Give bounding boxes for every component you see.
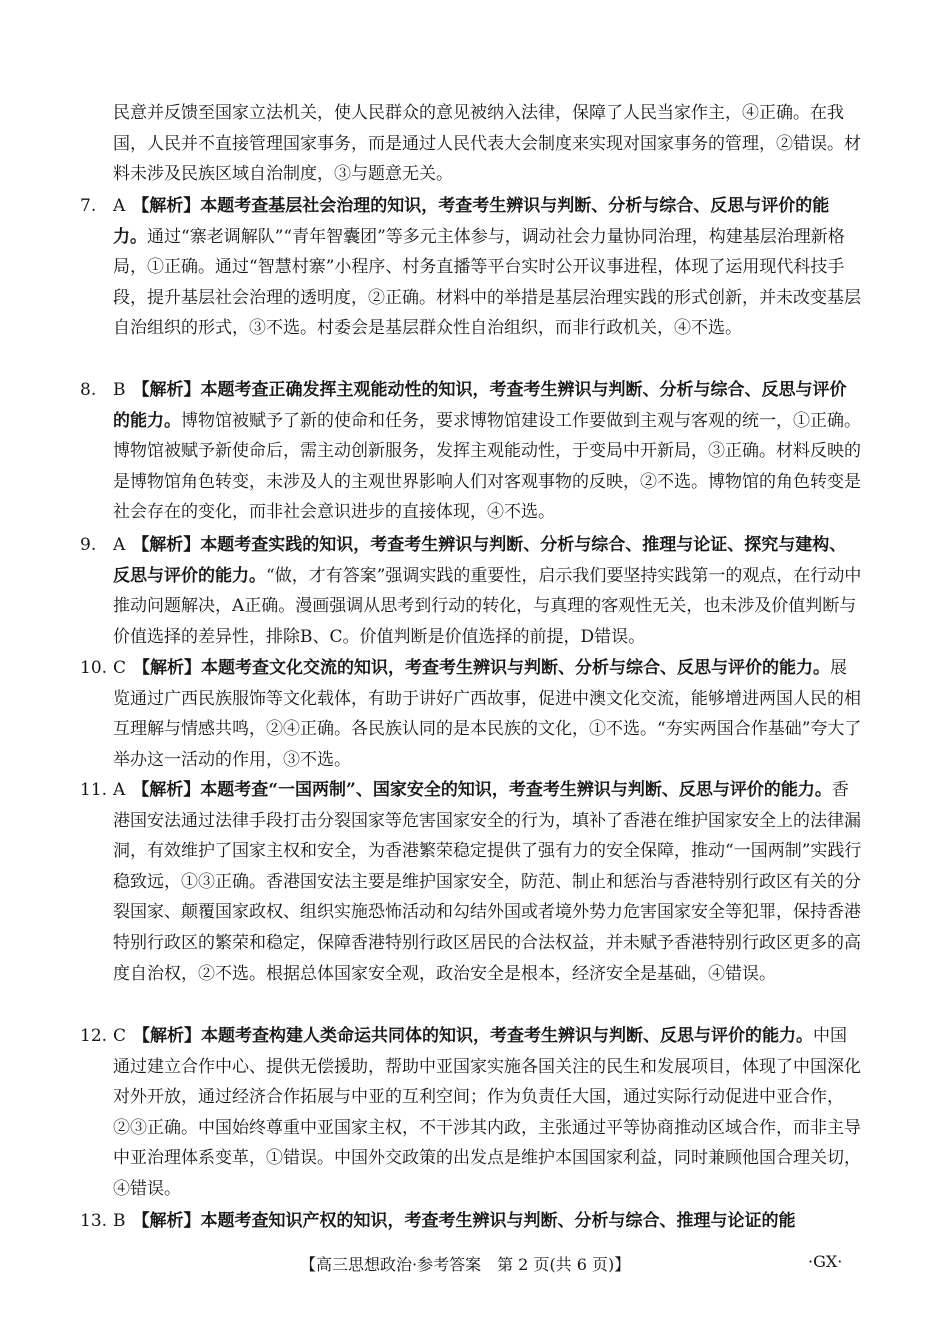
question-9	[80, 530, 863, 652]
question-11	[80, 775, 863, 989]
analysis-body: “做，才有答案”强调实践的重要性，启示我们要坚持实践第一的观点，在行动中推动问题解决，A正确。漫画强调从思考到行动的转化，与真理的客观性无关，也未涉及价值判断与价值选择的差异性，排除B、C。价值判断是价值选择的前提，D错误。	[113, 565, 862, 647]
question-10	[80, 653, 863, 775]
page-footer-title: 【高三思想政治·参考答案 第 2 页(共 6 页)】	[300, 1255, 631, 1274]
analysis-body: 通过“寨老调解队”“青年智囊团”等多元主体参与，调动社会力量协同治理，构建基层治理新格局，①正确。通过“智慧村寨”小程序、村务直播等平台实时公开议事进程，体现了运用现代科技手段，提升基层社会治理的透明度，②正确。材料中的举措是基层治理实践的形式创新，并未改变基层自治组织的形式，③不选。村委会是基层群众性自治组织，而非行政机关，④不选。	[113, 226, 861, 339]
analysis-heading: 【解析】本题考查“一国两制”、国家安全的知识，考查考生辨识与判断、反思与评价的能力。	[132, 780, 832, 800]
analysis-heading: 【解析】本题考查实践的知识，考查考生辨识与判断、分析与综合、推理与论证、探究与建构、反思与评价的能力。	[113, 535, 847, 586]
answer-letter: A	[113, 535, 126, 555]
analysis-heading: 【解析】本题考查文化交流的知识，考查考生辨识与判断、分析与综合、反思与评价的能力。	[133, 658, 831, 678]
answer-letter: B	[113, 380, 126, 400]
question-number: 11.	[80, 780, 108, 800]
analysis-heading: 【解析】本题考查构建人类命运共同体的知识，考查考生辨识与判断、反思与评价的能力。	[133, 1026, 814, 1046]
answer-letter: C	[113, 1026, 127, 1046]
analysis-body: 展览通过广西民族服饰等文化载体，有助于讲好广西故事，促进中澳文化交流，能够增进两国人民的相互理解与情感共鸣，②④正确。各民族认同的是本民族的文化，①不选。“夯实两国合作基础”夸大了举办这一活动的作用，③不选。	[113, 658, 862, 770]
analysis-body: 博物馆被赋予了新的使命和任务，要求博物馆建设工作要做到主观与客观的统一，①正确。博物馆被赋予新使命后，需主动创新服务，发挥主观能动性，于变局中开新局，③正确。材料反映的是博物馆角色转变，未涉及人的主观世界影响人们对客观事物的反映，②不选。博物馆的角色转变是社会存在的变化，而非社会意识进步的直接体现，④不选。	[113, 410, 861, 523]
analysis-heading: 【解析】本题考查基层社会治理的知识，考查考生辨识与判断、分析与综合、反思与评价的能力。	[113, 196, 830, 247]
question-number: 8.	[80, 380, 97, 400]
question-number: 10.	[80, 658, 108, 678]
answer-letter: C	[113, 658, 127, 678]
answer-letter: A	[113, 196, 126, 216]
continuation-paragraph: 民意并反馈至国家立法机关，使人民群众的意见被纳入法律，保障了人民当家作主，④正确。在我国，人民并不直接管理国家事务，而是通过人民代表大会制度来实现对国家事务的管理，②错误。材料未涉及民族区域自治制度，③与题意无关。	[113, 103, 861, 185]
analysis-body: 香港国安法通过法律手段打击分裂国家等危害国家安全的行为，填补了香港在维护国家安全上的法律漏洞，有效维护了国家主权和安全，为香港繁荣稳定提供了强有力的安全保障，推动“一国两制”实践行稳致远，①③正确。香港国安法主要是维护国家安全，防范、制止和惩治与香港特别行政区有关的分裂国家、颠覆国家政权、组织实施恐怖活动和勾结外国或者境外势力危害国家安全等犯罪，保持香港特别行政区的繁荣和稳定，保障香港特别行政区居民的合法权益，并未赋予香港特别行政区更多的高度自治权，②不选。根据总体国家安全观，政治安全是根本，经济安全是基础，④错误。	[113, 780, 862, 984]
question-number: 12.	[80, 1026, 108, 1046]
page-footer-code: ·GX·	[808, 1252, 843, 1271]
analysis-heading: 【解析】本题考查知识产权的知识，考查考生辨识与判断、分析与综合、推理与论证的能	[132, 1211, 796, 1231]
question-8	[80, 375, 863, 528]
question-13	[80, 1206, 863, 1237]
question-7	[80, 191, 863, 344]
analysis-body: 中国通过建立合作中心、提供无偿援助，帮助中亚国家实施各国关注的民生和发展项目，体现了中国深化对外开放，通过经济合作拓展与中亚的互利空间；作为负责任大国，通过实际行动促进中亚合作，②③正确。中国始终尊重中亚国家主权，不干涉其内政，主张通过平等协商推动区域合作，而非主导中亚治理体系变革，①错误。中国外交政策的出发点是维护本国国家利益，同时兼顾他国合理关切，④错误。	[113, 1026, 861, 1199]
analysis-heading: 【解析】本题考查正确发挥主观能动性的知识，考查考生辨识与判断、分析与综合、反思与评价的能力。	[113, 380, 847, 431]
question-number: 9.	[80, 535, 97, 555]
question-number: 7.	[80, 196, 97, 216]
answer-letter: B	[113, 1211, 126, 1231]
answer-letter: A	[113, 780, 126, 800]
question-12	[80, 1021, 863, 1205]
question-number: 13.	[80, 1211, 108, 1231]
